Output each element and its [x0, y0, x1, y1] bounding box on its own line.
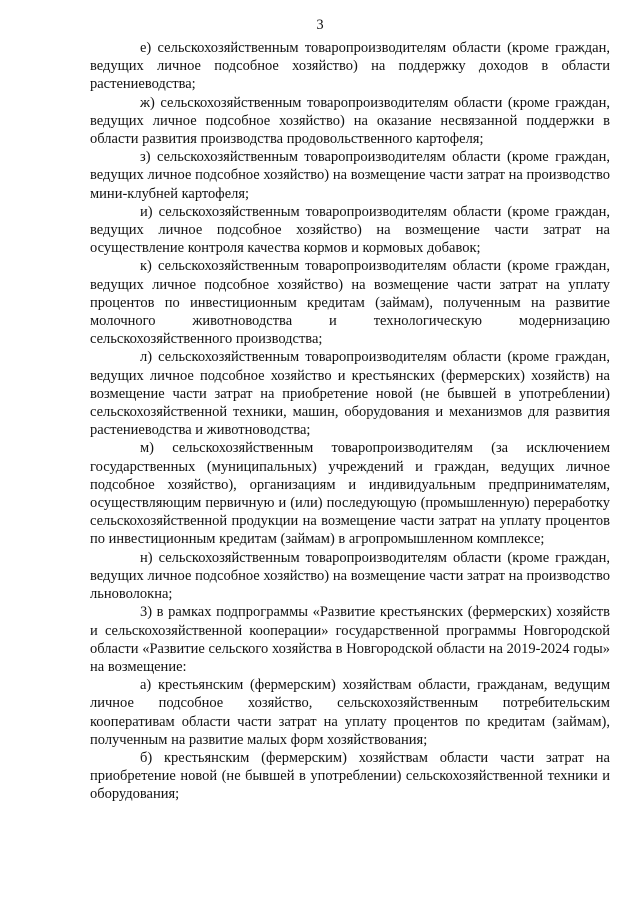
paragraph-b: б) крестьянским (фермерским) хозяйствам области части затрат на приобретение новой (не бывшей в употреблении) сельскохозяйственной техники и оборудования; — [90, 749, 610, 803]
paragraph-i: и) сельскохозяйственным товаропроизводителям области (кроме граждан, ведущих личное подсобное хозяйство) на возмещение части затрат на осуществление контроля качества кормов и кормовых добавок; — [90, 203, 610, 257]
paragraph-z: з) сельскохозяйственным товаропроизводителям области (кроме граждан, ведущих личное подсобное хозяйство) на возмещение части затрат на производство мини-клубней картофеля; — [90, 149, 610, 202]
document-body — [90, 39, 610, 804]
paragraph-e: е) сельскохозяйственным товаропроизводителям области (кроме граждан, ведущих личное подсобное хозяйство) на поддержку доходов в области растениеводства; — [90, 40, 610, 93]
paragraph-n: н) сельскохозяйственным товаропроизводителям области (кроме граждан, ведущих личное подсобное хозяйство) на возмещение части затрат на производство льноволокна; — [90, 549, 610, 603]
paragraph-3: 3) в рамках подпрограммы «Развитие крестьянских (фермерских) хозяйств и сельскохозяйственной кооперации» государственной программы Новгородской области «Развитие сельского хозяйства в Новгородской области на 2019-2024 годы» на возмещение: — [90, 604, 610, 675]
paragraph-zh: ж) сельскохозяйственным товаропроизводителям области (кроме граждан, ведущих личное подсобное хозяйство) на оказание несвязанной поддержки в области развития производства продовольственного картофеля; — [90, 94, 610, 148]
paragraph-l: л) сельскохозяйственным товаропроизводителям области (кроме граждан, ведущих личное подсобное хозяйство и крестьянских (фермерских) хозяйств) на возмещение части затрат на приобретение новой (не бывшей в употреблении) сельскохозяйственной техники, машин, оборудования и механизмов для развития растениеводства и животноводства; — [90, 349, 610, 439]
paragraph-m: м) сельскохозяйственным товаропроизводителям (за исключением государственных (муниципальных) учреждений и граждан, ведущих личное подсобное хозяйство), организациям и индивидуальным предпринимателям, осуществляющим первичную и (или) последующую (промышленную) переработку сельскохозяйственной продукции на возмещение части затрат на уплату процентов по инвестиционным кредитам (займам) в агропромышленном комплексе; — [90, 440, 610, 548]
paragraph-a: а) крестьянским (фермерским) хозяйствам области, гражданам, ведущим личное подсобное хозяйство, сельскохозяйственным потребительским кооперативам области части затрат на уплату процентов по кредитам (займам), полученным на развитие малых форм хозяйствования; — [90, 677, 610, 748]
page-number: 3 — [316, 17, 324, 33]
paragraph-k: к) сельскохозяйственным товаропроизводителям области (кроме граждан, ведущих личное подсобное хозяйство) на возмещение части затрат на уплату процентов по инвестиционным кредитам (займам), полученным на развитие молочного животноводства и технологическую модернизацию сельскохозяйственного производства; — [90, 258, 610, 348]
